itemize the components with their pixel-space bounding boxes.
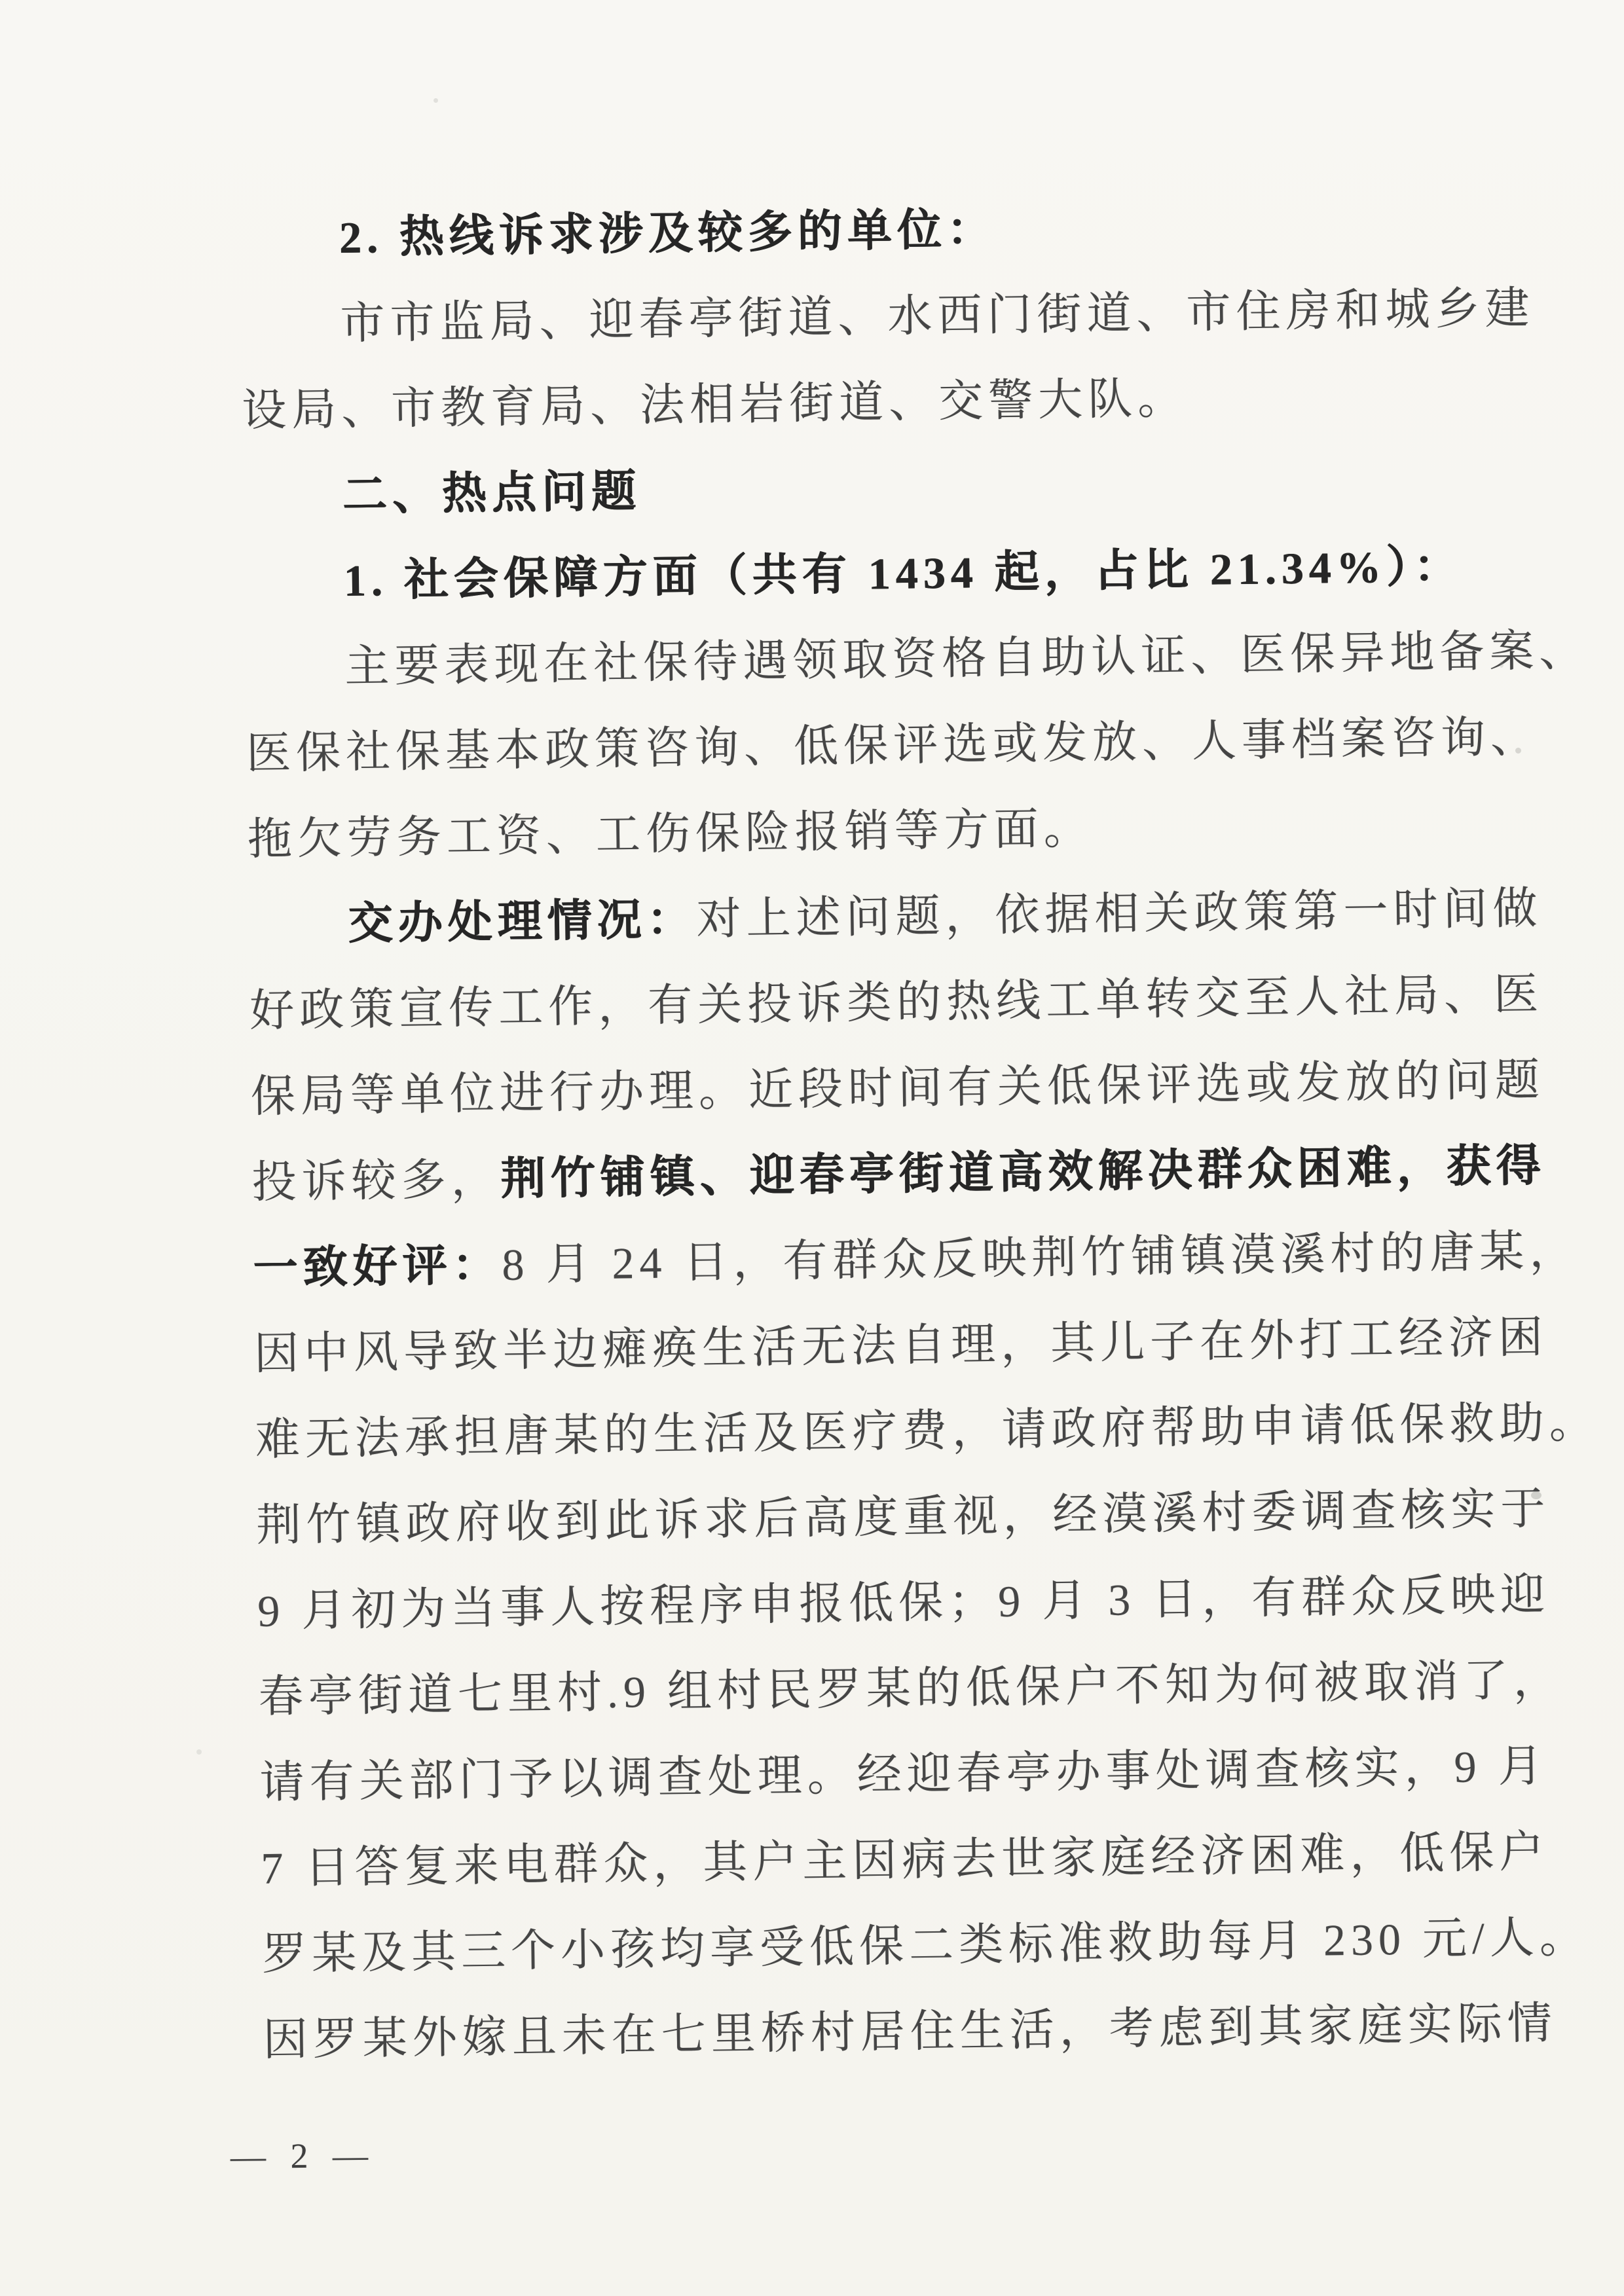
bold-text-segment: 交办处理情况： — [348, 894, 697, 949]
scan-artifact — [196, 1749, 202, 1755]
text-line — [245, 610, 1589, 711]
text-segment: 因中风导致半边瘫痪生活无法自理，其儿子在外打工经济困 — [253, 1311, 1549, 1379]
text-segment: 对上述问题，依据相关政策第一时间做 — [696, 883, 1543, 944]
text-line — [259, 1724, 1549, 1825]
text-segment: 春亭街道七里村.9 组村民罗某的低保户不知为何被取消了， — [258, 1654, 1564, 1722]
text-segment: 请有关部门予以调查处理。经迎春亭办事处调查核实，9 月 — [259, 1741, 1549, 1808]
text-line — [256, 1468, 1551, 1569]
text-segment: 主要表现在社保待遇领取资格自助认证、医保异地备案、 — [344, 625, 1589, 691]
text-line — [249, 953, 1544, 1054]
page-number: — 2 — — [230, 2136, 377, 2176]
text-segment: 医保社保基本政策咨询、低保评选或发放、人事档案咨询、 — [246, 712, 1541, 778]
text-line — [247, 782, 1414, 883]
text-line — [261, 1896, 1590, 1997]
text-line — [260, 1810, 1549, 1911]
text-segment: 8 月 24 日，有群众反映荆竹铺镇漠溪村的唐某， — [501, 1226, 1579, 1290]
text-segment: 投诉较多， — [251, 1154, 502, 1207]
scan-artifact — [1531, 1491, 1541, 1499]
text-line — [250, 1039, 1545, 1140]
text-line — [255, 1382, 1600, 1483]
bold-text-segment: 二、热点问题 — [342, 466, 642, 520]
text-segment: 设局、市教育局、法相岩街道、交警大队。 — [241, 373, 1188, 435]
heading-line — [239, 181, 1406, 282]
heading-line — [244, 524, 1464, 625]
text-line — [241, 353, 1408, 454]
text-segment: 好政策宣传工作，有关投诉类的热线工单转交至人社局、医 — [249, 969, 1544, 1036]
text-segment: 7 日答复来电群众，其户主因病去世家庭经济困难，低保户 — [260, 1827, 1549, 1893]
text-segment: 拖欠劳务工资、工伤保险报销等方面。 — [247, 803, 1094, 864]
text-segment: 罗某及其三个小孩均享受低保二类标准救助每月 230 元/人。 — [261, 1912, 1590, 1979]
text-line — [248, 867, 1543, 968]
text-segment: 难无法承担唐某的生活及医疗费，请政府帮助申请低保救助。 — [255, 1396, 1600, 1465]
text-line — [258, 1639, 1564, 1740]
scan-artifact — [1515, 748, 1521, 754]
text-line — [251, 1125, 1547, 1226]
text-line — [253, 1296, 1549, 1397]
text-segment: 保局等单位进行办理。近段时间有关低保评选或发放的问题 — [250, 1055, 1545, 1121]
bold-text-segment: 一致好评： — [252, 1239, 502, 1293]
text-line — [263, 1982, 1558, 2083]
text-line — [257, 1554, 1551, 1654]
bold-text-segment: 1. 社会保障方面（共有 1434 起，占比 21.34%）： — [343, 541, 1464, 606]
document-body — [239, 181, 1600, 2083]
bold-text-segment: 2. 热线诉求涉及较多的单位： — [339, 204, 997, 263]
heading-line — [242, 439, 1409, 539]
text-line — [252, 1211, 1579, 1311]
text-segment: 市市监局、迎春亭街道、水西门街道、市住房和城乡建 — [340, 283, 1535, 348]
bold-text-segment: 荆竹铺镇、迎春亭街道高效解决群众困难，获得 — [500, 1140, 1547, 1204]
text-segment: 因罗某外嫁且未在七里桥村居住生活，考虑到其家庭实际情 — [263, 1997, 1558, 2065]
scan-artifact — [1500, 661, 1504, 668]
text-segment: 9 月初为当事人按程序申报低保；9 月 3 日，有群众反映迎 — [257, 1569, 1551, 1636]
text-line — [246, 696, 1541, 797]
text-line — [240, 267, 1535, 368]
scan-artifact — [434, 98, 438, 103]
text-segment: 荆竹镇政府收到此诉求后高度重视，经漠溪村委调查核实于 — [256, 1483, 1551, 1550]
